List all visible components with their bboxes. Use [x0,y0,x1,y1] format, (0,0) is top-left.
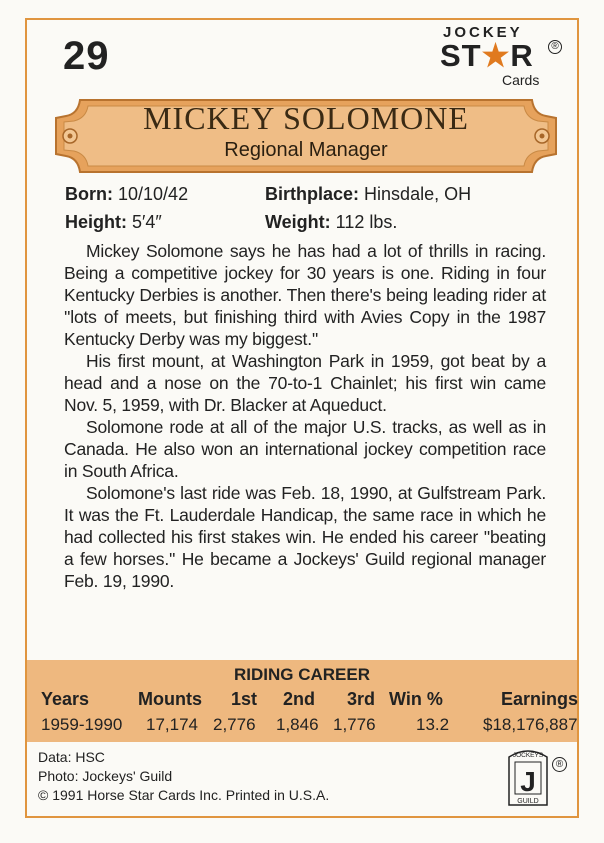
career-heading: RIDING CAREER [233,665,370,684]
logo-line-star [440,38,534,74]
credits [38,748,329,805]
logo-star-prefix: ST [440,38,482,73]
credit-data: Data: HSC [38,749,105,765]
career-value-earnings: $18,176,887 [483,715,578,734]
bio-paragraph: His first mount, at Washington Park in 1959, got beat by a head and a nose on the 70-to-1 Chainlet; his first win came Nov. 5, 1959, with Dr. Blacker at Aqueduct. [64,351,546,415]
stat-weight [265,212,397,233]
stat-birthplace [265,184,471,205]
guild-letter: J [520,766,536,797]
stat-born [65,184,188,205]
birthplace-value: Hinsdale, OH [364,184,472,204]
jockey-star-cards-logo [440,24,560,94]
logo-star-suffix: R [510,38,534,73]
height-value: 5′4″ [132,212,162,232]
bio-paragraph: Solomone's last ride was Feb. 18, 1990, at Gulfstream Park. It was the Ft. Lauderdale Handicap, the same race in which he had collected his first stakes win. He ended his career ''beating a few horses.'' He became a Jockeys' Guild regional manager Feb. 19, 1990. [64,483,546,591]
logo-line-cards: Cards [502,72,540,88]
guild-top-text: JOCKEYS [512,752,544,759]
born-value: 10/10/42 [118,184,189,204]
career-header-2nd: 2nd [283,689,316,709]
career-value-3rd: 1,776 [333,715,376,734]
born-label: Born: [65,184,113,204]
guild-bottom-text: GUILD [517,798,539,805]
career-value-mounts: 17,174 [146,715,198,734]
guild-registered-mark: ® [552,757,567,772]
credit-copyright: © 1991 Horse Star Cards Inc. Printed in U.S.A. [38,787,330,803]
bio-paragraph: Solomone rode at all of the major U.S. tracks, as well as in Canada. He also won an international jockey competition race in South Africa. [64,417,546,481]
career-value-1st: 2,776 [213,715,256,734]
weight-value: 112 lbs. [335,212,398,232]
guild-emblem-icon [506,745,550,809]
career-header-win-pct: Win % [389,689,443,709]
career-header-years: Years [41,689,90,709]
career-header-1st: 1st [231,689,258,709]
career-header-earnings: Earnings [501,689,579,709]
career-header-mounts: Mounts [138,689,202,709]
bio-paragraph: Mickey Solomone says he has had a lot of thrills in racing. Being a competitive jockey for 30 years is one. Riding in four Kentucky Derbies is another. Then there's being leading rider at ''lots of meets, but finishing third with Avies Copy in the 1987 Kentucky Derby was my biggest.'' [64,241,546,349]
credit-photo: Photo: Jockeys' Guild [38,768,173,784]
weight-label: Weight: [265,212,331,232]
career-header-3rd: 3rd [347,689,376,709]
riding-career-table [27,660,577,742]
biography [64,240,546,592]
height-label: Height: [65,212,127,232]
career-value-2nd: 1,846 [276,715,319,734]
birthplace-label: Birthplace: [265,184,360,204]
star-icon: ★ [481,38,511,73]
registered-mark: ® [548,40,562,54]
career-value-years: 1959-1990 [41,715,123,734]
jockey-name: MICKEY SOLOMONE [143,100,469,136]
jockeys-guild-logo [506,745,550,809]
career-value-win-pct: 13.2 [416,715,450,734]
logo-line-jockey: JOCKEY [443,24,523,41]
jockey-title: Regional Manager [224,139,388,161]
card-number: 29 [63,34,110,78]
stat-height [65,212,162,233]
